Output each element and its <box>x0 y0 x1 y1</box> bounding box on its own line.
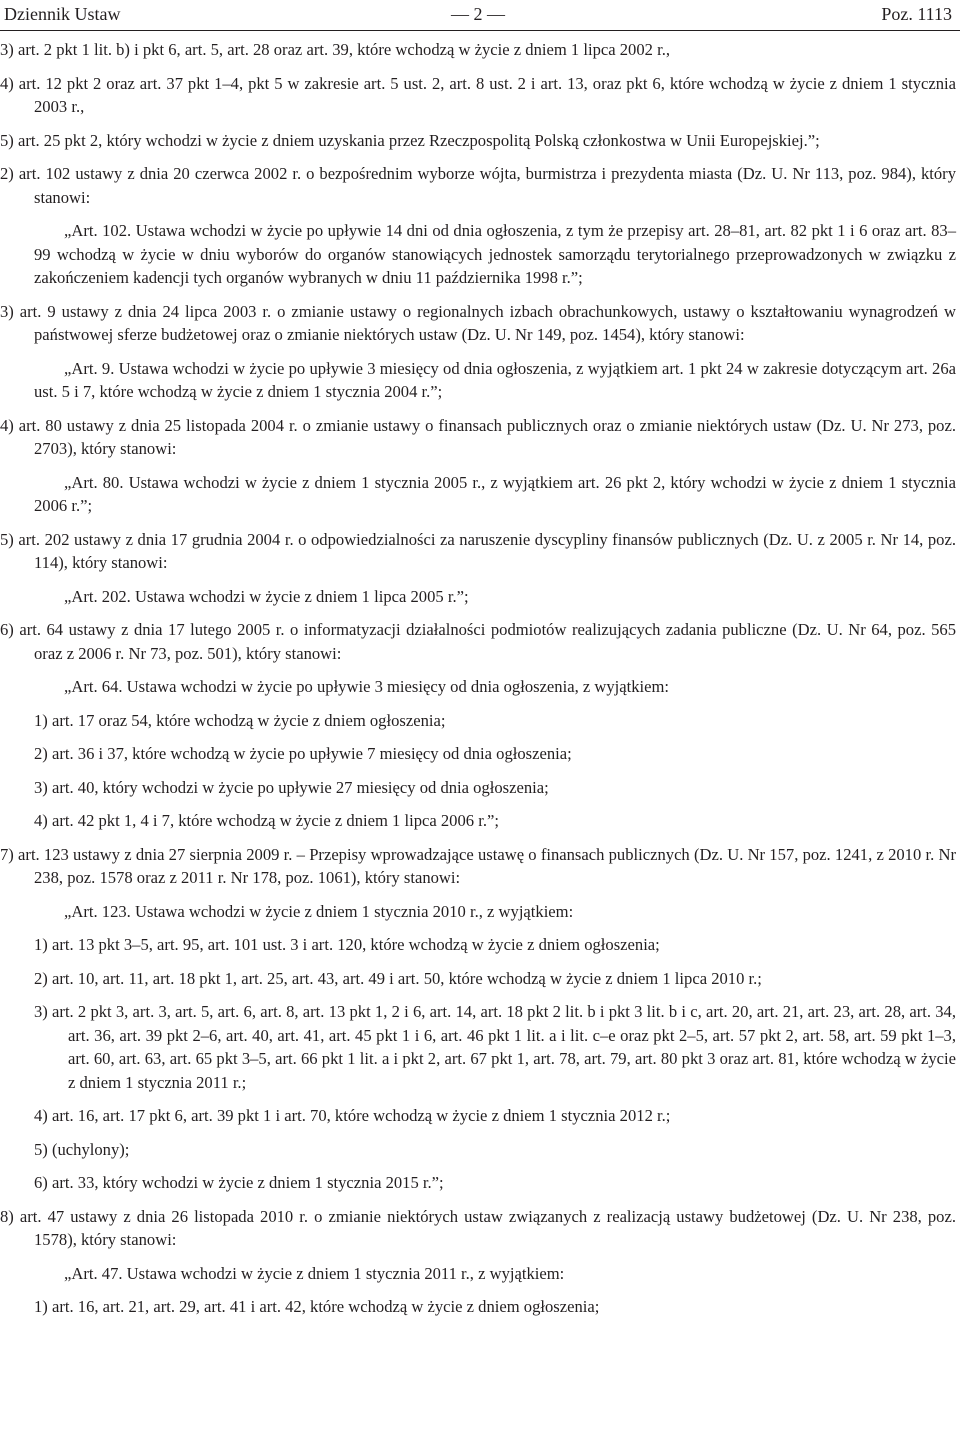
quoted-subitem: 1) art. 16, art. 21, art. 29, art. 41 i art. 42, które wchodzą w życie z dniem ogłoszenia; <box>34 1297 600 1316</box>
journal-title: Dziennik Ustaw <box>4 4 121 24</box>
enumerated-item: 8) art. 47 ustawy z dnia 26 listopada 2010 r. o zmianie niektórych ustaw związanych z realizacją ustawy budżetowej (Dz. U. Nr 238, poz. 1578), który stanowi: <box>0 1206 956 1249</box>
quoted-article: „Art. 123. Ustawa wchodzi w życie z dniem 1 stycznia 2010 r., z wyjątkiem: <box>64 901 574 921</box>
quoted-subitem: 1) art. 13 pkt 3–5, art. 95, art. 101 ust. 3 i art. 120, które wchodzą w życie z dniem ogłoszenia; <box>34 935 660 954</box>
quoted-article: „Art. 9. Ustawa wchodzi w życie po upływie 3 miesięcy od dnia ogłoszenia, z wyjątkiem art. 1 pkt 24 w zakresie dotyczącym art. 26a ust. 5 i 7, które wchodzą w życie z dniem 1 stycznia 2004 r.”; <box>34 358 956 401</box>
quoted-subitem: 3) art. 40, który wchodzi w życie po upływie 27 miesięcy od dnia ogłoszenia; <box>34 777 549 797</box>
quoted-subitem: 5) (uchylony); <box>34 1139 130 1159</box>
quoted-subitem: 3) art. 2 pkt 3, art. 3, art. 5, art. 6, art. 8, art. 13 pkt 1, 2 i 6, art. 14, art. 18 pkt 2 lit. b i pkt 3 lit. b i c, art. 20, art. 21, art. 23, art. 28, art. 34, art. 36, art. 39 pkt 2–6, art. 40, art. 41, art. 45 pkt 1 i 6, art. 46 pkt 1 lit. a i lit. c–e oraz pkt 2–5, art. 57 pkt 2, art. 58, art. 59 pkt 1–3, art. 60, art. 63, art. 65 pkt 3–5, art. 66 pkt 1 lit. a i pkt 2, art. 67 pkt 1, art. 78, art. 79, art. 80 pkt 3 oraz art. 81, które wchodzą w życie z dniem 1 stycznia 2011 r.; <box>34 1002 956 1092</box>
quoted-subitem: 4) art. 42 pkt 1, 4 i 7, które wchodzą w życie z dniem 1 lipca 2006 r.”; <box>34 811 499 830</box>
quoted-subitem: 6) art. 33, który wchodzi w życie z dniem 1 stycznia 2015 r.”; <box>34 1173 444 1192</box>
quoted-subitem: 2) art. 10, art. 11, art. 18 pkt 1, art. 25, art. 43, art. 49 i art. 50, które wchodzą w życie z dniem 1 lipca 2010 r.; <box>34 968 762 988</box>
page-number: — 2 — <box>451 4 505 24</box>
enumerated-item: 3) art. 2 pkt 1 lit. b) i pkt 6, art. 5, art. 28 oraz art. 39, które wchodzą w życie z dniem 1 lipca 2002 r., <box>0 40 671 59</box>
quoted-subitem: 4) art. 16, art. 17 pkt 6, art. 39 pkt 1 i art. 70, które wchodzą w życie z dniem 1 stycznia 2012 r.; <box>34 1106 671 1125</box>
quoted-article: „Art. 202. Ustawa wchodzi w życie z dniem 1 lipca 2005 r.”; <box>64 586 469 606</box>
quoted-article: „Art. 102. Ustawa wchodzi w życie po upływie 14 dni od dnia ogłoszenia, z tym że przepisy art. 28–81, art. 82 pkt 1 i 6 oraz art. 83–99 wchodzą w życie w dniu wyborów do organów stanowiących jednostek samorządu terytorialnego przeprowadzonych w związku z zakończeniem kadencji tych organów wybranych w dniu 11 października 1998 r.”; <box>34 221 956 287</box>
enumerated-item: 7) art. 123 ustawy z dnia 27 sierpnia 2009 r. – Przepisy wprowadzające ustawę o finansach publicznych (Dz. U. Nr 157, poz. 1241, z 2010 r. Nr 238, poz. 1578 oraz z 2011 r. Nr 178, poz. 1061), który stanowi: <box>0 844 956 887</box>
page-header <box>4 3 952 27</box>
quoted-article: „Art. 47. Ustawa wchodzi w życie z dniem 1 stycznia 2011 r., z wyjątkiem: <box>64 1263 565 1283</box>
enumerated-item: 2) art. 102 ustawy z dnia 20 czerwca 2002 r. o bezpośrednim wyborze wójta, burmistrza i prezydenta miasta (Dz. U. Nr 113, poz. 984), który stanowi: <box>0 164 956 207</box>
enumerated-item: 5) art. 202 ustawy z dnia 17 grudnia 2004 r. o odpowiedzialności za naruszenie dyscypliny finansów publicznych (Dz. U. z 2005 r. Nr 14, poz. 114), który stanowi: <box>0 529 956 572</box>
enumerated-item: 5) art. 25 pkt 2, który wchodzi w życie z dniem uzyskania przez Rzeczpospolitą Polską członkostwa w Unii Europejskiej.”; <box>0 130 820 150</box>
quoted-subitem: 2) art. 36 i 37, które wchodzą w życie po upływie 7 miesięcy od dnia ogłoszenia; <box>34 744 572 763</box>
enumerated-item: 4) art. 80 ustawy z dnia 25 listopada 2004 r. o zmianie ustawy o finansach publicznych oraz o zmianie niektórych ustaw (Dz. U. Nr 273, poz. 2703), który stanowi: <box>0 415 956 458</box>
quoted-subitem: 1) art. 17 oraz 54, które wchodzą w życie z dniem ogłoszenia; <box>34 710 446 730</box>
document-body <box>0 38 956 1329</box>
position-number: Poz. 1113 <box>881 4 952 24</box>
quoted-article: „Art. 64. Ustawa wchodzi w życie po upływie 3 miesięcy od dnia ogłoszenia, z wyjątkiem: <box>64 677 670 696</box>
enumerated-item: 3) art. 9 ustawy z dnia 24 lipca 2003 r. o zmianie ustawy o regionalnych izbach obrachunkowych, ustawy o kształtowaniu wynagrodzeń w państwowej sferze budżetowej oraz o zmianie niektórych ustaw (Dz. U. Nr 149, poz. 1454), który stanowi: <box>0 301 956 344</box>
enumerated-item: 6) art. 64 ustawy z dnia 17 lutego 2005 r. o informatyzacji działalności podmiotów realizujących zadania publiczne (Dz. U. Nr 64, poz. 565 oraz z 2006 r. Nr 73, poz. 501), który stanowi: <box>0 620 956 663</box>
enumerated-item: 4) art. 12 pkt 2 oraz art. 37 pkt 1–4, pkt 5 w zakresie art. 5 ust. 2, art. 8 ust. 2 i art. 13, oraz pkt 6, które wchodzą w życie z dniem 1 stycznia 2003 r., <box>0 73 956 116</box>
quoted-article: „Art. 80. Ustawa wchodzi w życie z dniem 1 stycznia 2005 r., z wyjątkiem art. 26 pkt 2, który wchodzi w życie z dniem 1 stycznia 2006 r.”; <box>34 472 956 515</box>
header-rule <box>0 30 960 31</box>
